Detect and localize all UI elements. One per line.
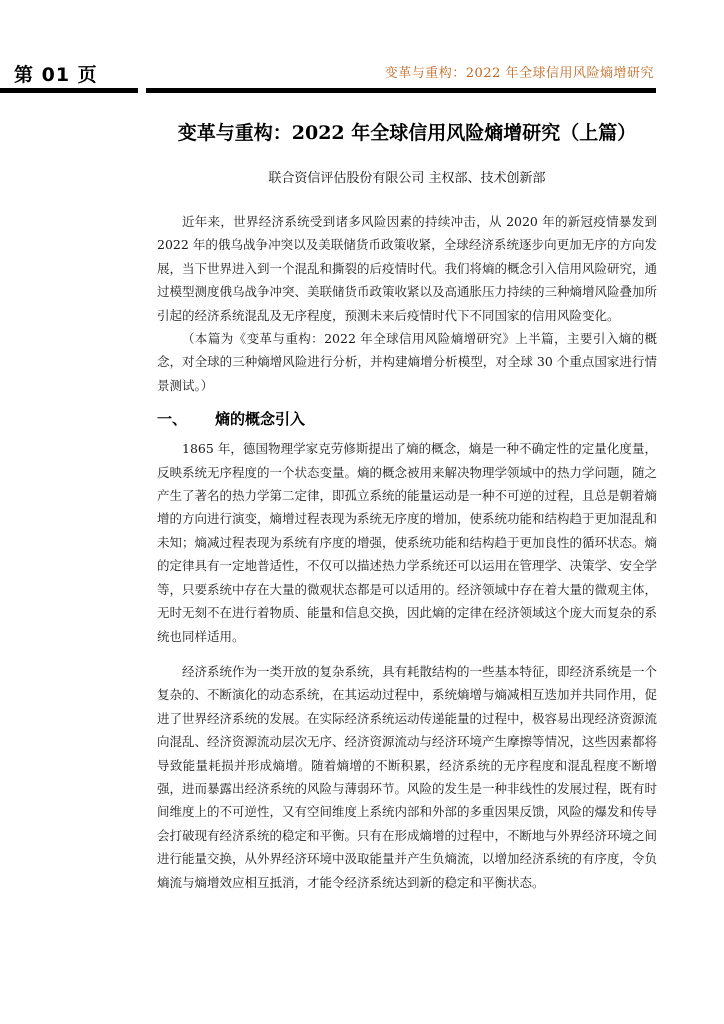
- document-body: [157, 210, 657, 894]
- header-rule: [146, 88, 656, 93]
- abstract-note: （本篇为《变革与重构：2022 年全球信用风险熵增研究》上半篇，主要引入熵的概念，对全球的三种熵增风险进行分析，并构建熵增分析模型，对全球 30 个重点国家进行情景测试。）: [157, 331, 657, 393]
- page-number: 第 01 页: [14, 64, 98, 86]
- section-number: 一、: [157, 410, 188, 429]
- running-header-title: 变革与重构：2022 年全球信用风险熵增研究: [384, 66, 654, 81]
- body-paragraph: 经济系统作为一类开放的复杂系统，具有耗散结构的一些基本特征，即经济系统是一个复杂的、不断演化的动态系统，在其运动过程中，系统熵增与熵减相互迭加并共同作用，促进了世界经济系统的发展。在实际经济系统运动传递能量的过程中，极容易出现经济资源流向混乱、经济资源流动层次无序、经济资源流动与经济环境产生摩擦等情况，这些因素都将导致能量耗损并形成熵增。随着熵增的不断积累，经济系统的无序程度和混乱程度不断增强，进而暴露出经济系统的风险与薄弱环节。风险的发生是一种非线性的发展过程，既有时间维度上的不可逆性，又有空间维度上系统内部和外部的多重因果反馈，风险的爆发和传导会打破现有经济系统的稳定和平衡。只有在形成熵增的过程中，不断地与外界经济环境之间进行能量交换，从外界经济环境中汲取能量并产生负熵流，以增加经济系统的有序度，令负熵流与熵增效应相互抵消，才能令经济系统达到新的稳定和平衡状态。: [157, 663, 658, 890]
- document-title: 变革与重构：2022 年全球信用风险熵增研究（上篇）: [177, 122, 637, 144]
- page-number-bar: [0, 88, 138, 93]
- body-paragraph: 1865 年，德国物理学家克劳修斯提出了熵的概念，熵是一种不确定性的定量化度量，反映系统无序程度的一个状态变量。熵的概念被用来解决物理学领域中的热力学问题，随之产生了著名的热力学第二定律，即孤立系统的能量运动是一种不可逆的过程，且总是朝着熵增的方向进行演变，熵增过程表现为系统无序度的增加，使系统功能和结构趋于更加混乱和未知；熵减过程表现为系统有序度的增强，使系统功能和结构趋于更加良性的循环状态。熵的定律具有一定地普适性，不仅可以描述热力学系统还可以运用在管理学、决策学、安全学等，只要系统中存在大量的微观状态都是可以适用的。经济领域中存在着大量的微观主体，无时无刻不在进行着物质、能量和信息交换，因此熵的定律在经济领域这个庞大而复杂的系统也同样适用。: [157, 441, 658, 644]
- document-author: 联合资信评估股份有限公司 主权部、技术创新部: [268, 171, 546, 186]
- abstract-paragraph: 近年来，世界经济系统受到诸多风险因素的持续冲击，从 2020 年的新冠疫情暴发到 2022 年的俄乌战争冲突以及美联储货币政策收紧，全球经济系统逐步向更加无序的方向发展，当下世界进入到一个混乱和撕裂的后疫情时代。我们将熵的概念引入信用风险研究，通过模型测度俄乌战争冲突、美联储货币政策收紧以及高通胀压力持续的三种熵增风险叠加所引起的经济系统混乱及无序程度，预测未来后疫情时代下不同国家的信用风险变化。: [157, 214, 658, 323]
- section-heading: [157, 405, 657, 433]
- section-title: 熵的概念引入: [215, 410, 306, 429]
